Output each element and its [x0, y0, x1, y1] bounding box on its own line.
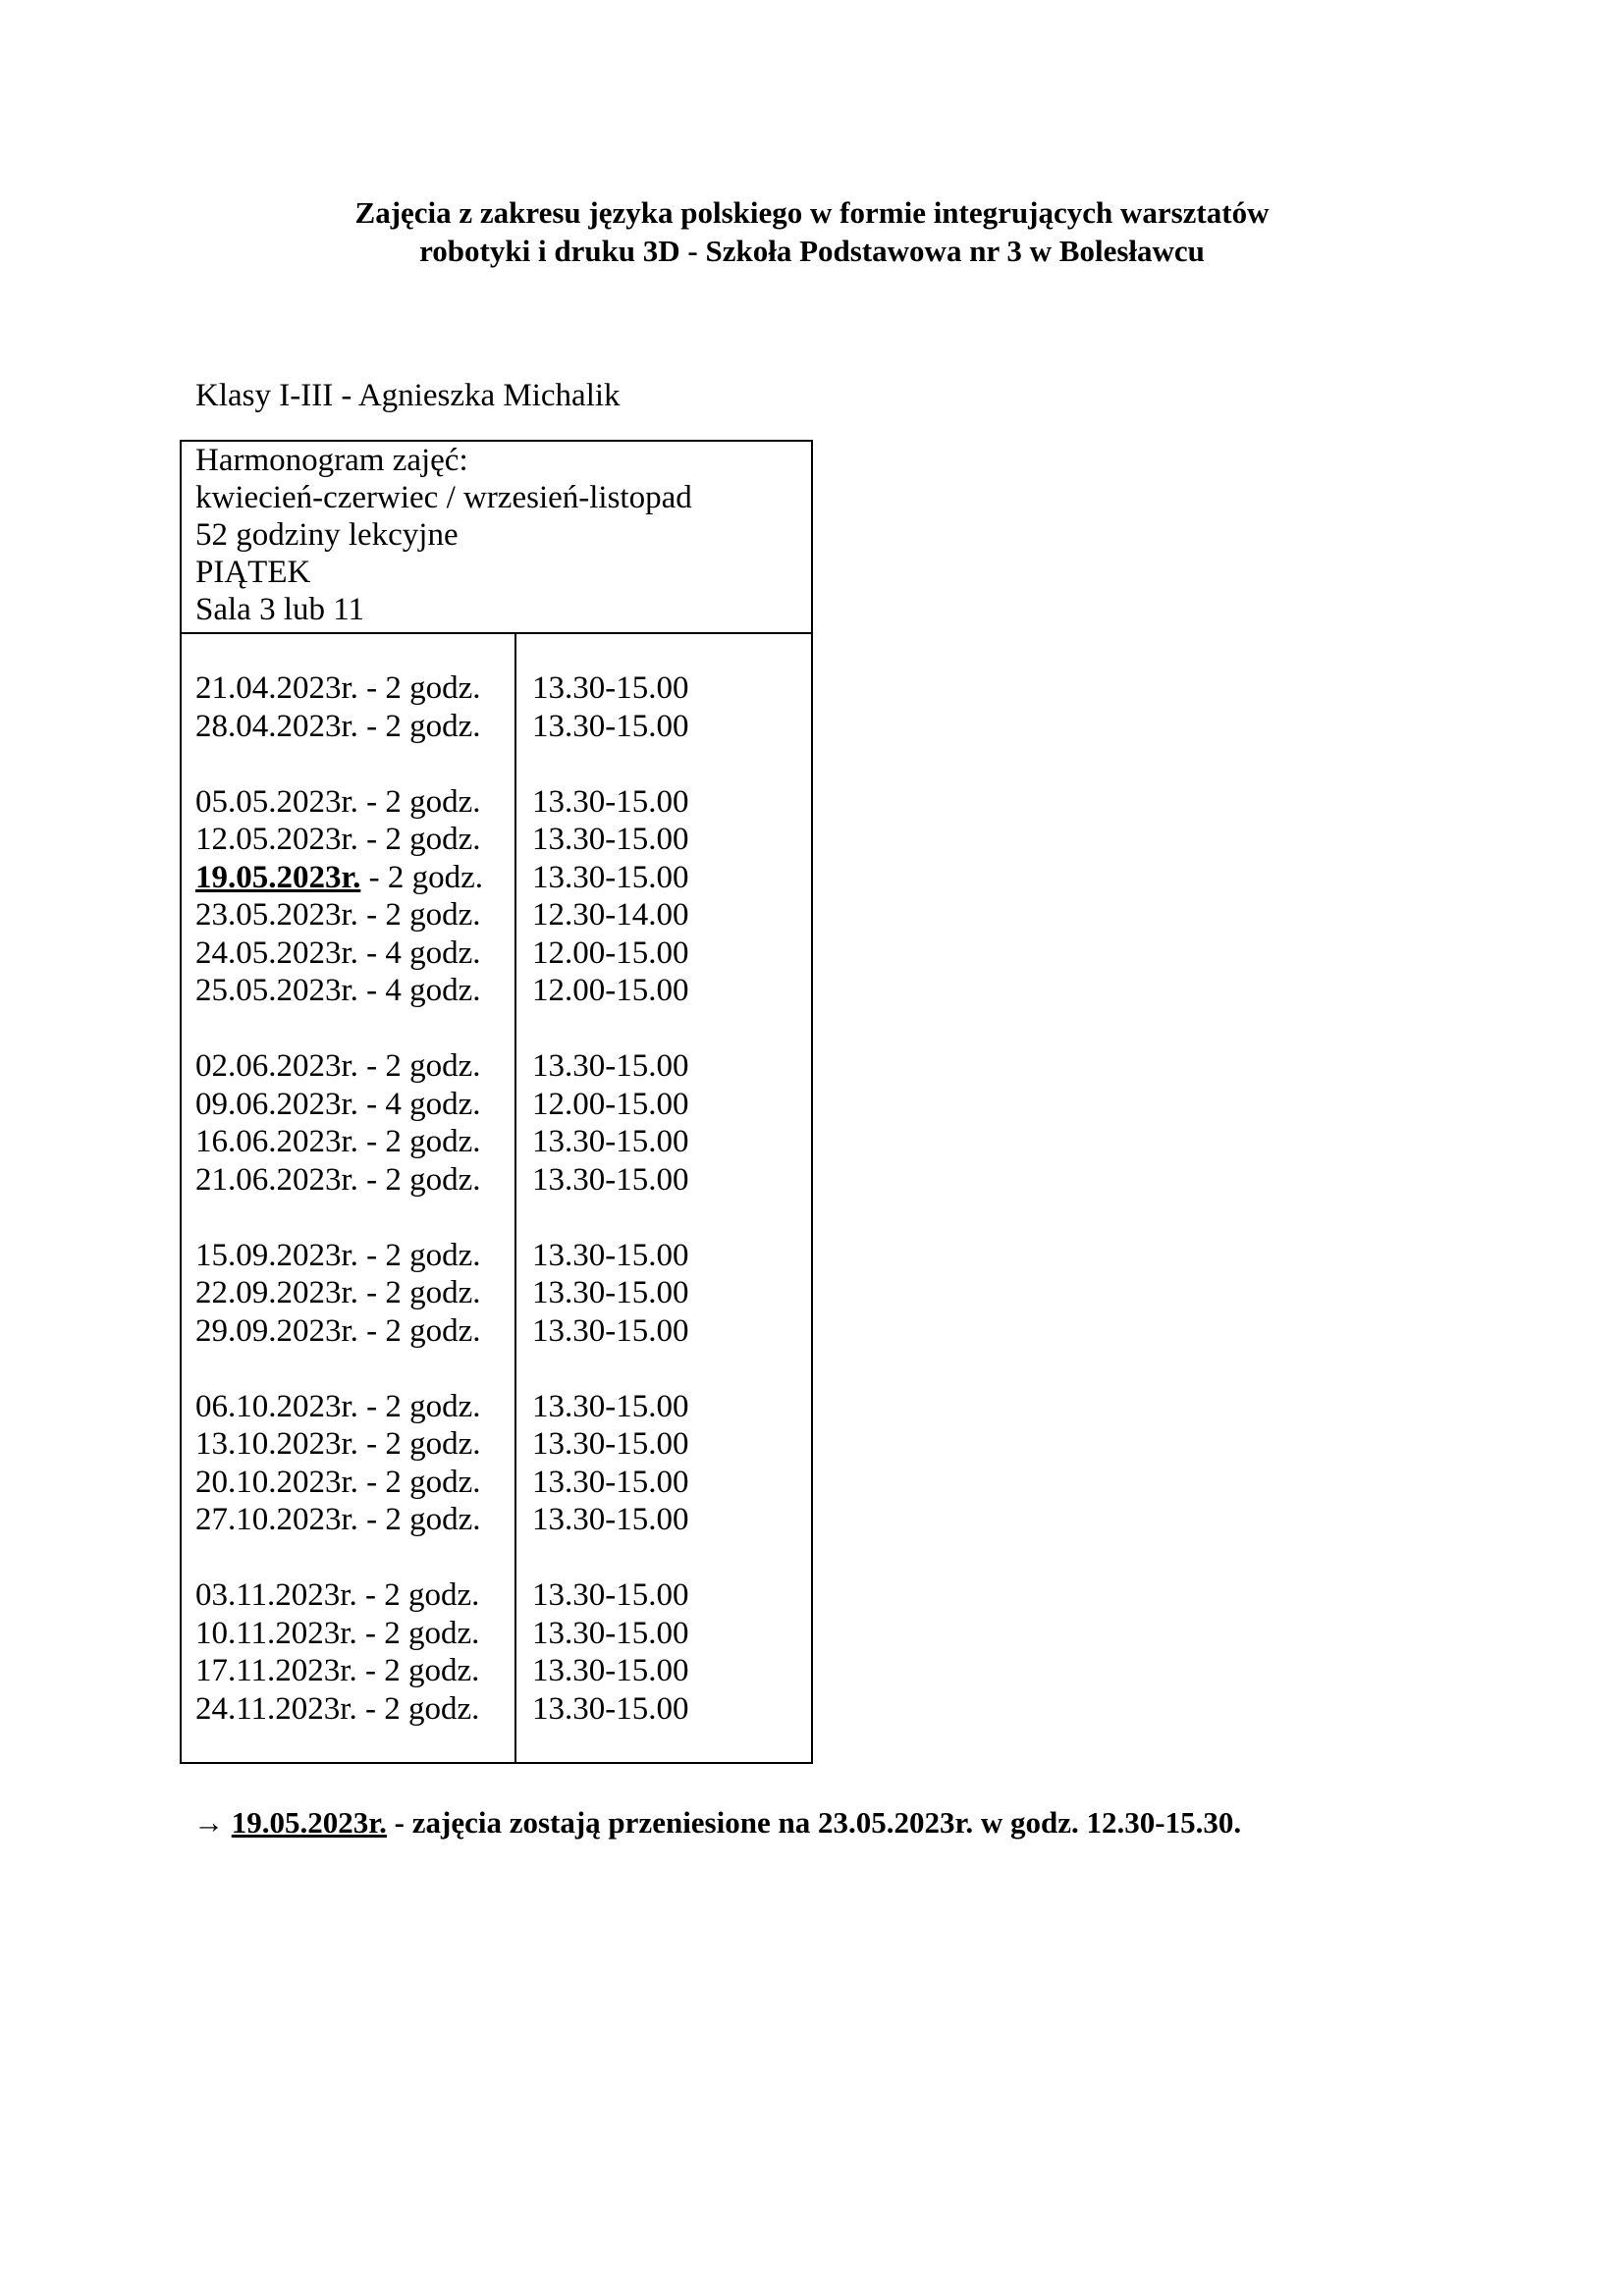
schedule-row: [182, 896, 811, 934]
title-line-1: Zajęcia z zakresu języka polskiego w formie integrujących warsztatów: [354, 195, 1270, 230]
class-teacher-heading: Klasy I-III - Agnieszka Michalik: [195, 378, 621, 413]
session-time: 13.30-15.00: [532, 1577, 689, 1613]
reschedule-note: [193, 1803, 1241, 1842]
session-hours: - 2 godz.: [357, 822, 481, 857]
session-date: [195, 1615, 479, 1653]
group-spacer: [182, 1010, 811, 1048]
group-spacer: [182, 1539, 811, 1577]
session-hours: - 4 godz.: [357, 1086, 481, 1122]
session-date-value: 02.06.2023r.: [195, 1048, 358, 1084]
group-spacer: [182, 1199, 811, 1237]
schedule-row: [182, 1123, 811, 1161]
session-date: [195, 821, 481, 859]
session-hours: - 2 godz.: [356, 1615, 480, 1651]
schedule-row: [182, 1690, 811, 1729]
schedule-row: [182, 1237, 811, 1275]
schedule-rows: [182, 669, 811, 1728]
session-hours: - 2 godz.: [357, 708, 481, 744]
schedule-row: [182, 1161, 811, 1200]
session-time: 13.30-15.00: [532, 1275, 689, 1310]
session-time: 13.30-15.00: [532, 1615, 689, 1651]
session-date: [195, 1161, 481, 1200]
schedule-row: [182, 1388, 811, 1426]
session-time: 13.30-15.00: [532, 1237, 689, 1273]
session-date-value: 25.05.2023r.: [195, 973, 358, 1008]
session-date-value: 03.11.2023r.: [195, 1577, 357, 1613]
session-date-value: 24.05.2023r.: [195, 934, 358, 971]
session-date-value: 27.10.2023r.: [195, 1502, 358, 1537]
schedule-row: [182, 1312, 811, 1351]
session-date: [195, 896, 481, 934]
session-date: [195, 1388, 481, 1426]
schedule-row: [182, 1615, 811, 1653]
session-date: [195, 1690, 479, 1729]
schedule-row: [182, 821, 811, 859]
session-time: 13.30-15.00: [532, 1388, 689, 1424]
session-date-value: 23.05.2023r.: [195, 897, 358, 933]
note-date: 19.05.2023r.: [231, 1805, 387, 1840]
session-hours: - 2 godz.: [356, 1690, 480, 1727]
session-date: [195, 783, 481, 822]
session-date-value: 12.05.2023r.: [195, 822, 358, 857]
session-time: 13.30-15.00: [532, 1653, 689, 1688]
session-hours: - 2 godz.: [357, 1124, 481, 1159]
session-date-value: 21.06.2023r.: [195, 1161, 358, 1198]
schedule-header-line-1: Harmonogram zajęć:: [195, 443, 468, 478]
session-date: [195, 1425, 481, 1464]
session-date: [195, 1464, 481, 1502]
session-date: [195, 934, 481, 973]
schedule-row: [182, 1274, 811, 1312]
arrow-icon: →: [193, 1805, 232, 1840]
session-date: [195, 1312, 481, 1351]
session-hours: - 2 godz.: [357, 670, 481, 706]
schedule-row: [182, 1464, 811, 1502]
session-date: [195, 972, 481, 1010]
group-spacer: [182, 1350, 811, 1388]
session-hours: - 2 godz.: [357, 783, 481, 820]
session-date: [195, 1047, 481, 1086]
session-date: [195, 1652, 479, 1690]
note-text: - zajęcia zostają przeniesione na 23.05.2023r. w godz. 12.30-15.30.: [386, 1805, 1242, 1840]
session-time: 13.30-15.00: [532, 859, 689, 895]
session-date-value: 09.06.2023r.: [195, 1086, 358, 1122]
session-time: 13.30-15.00: [532, 1426, 689, 1462]
session-hours: - 2 godz.: [357, 1464, 481, 1500]
session-time: 12.30-14.00: [532, 897, 689, 933]
session-date: [195, 1576, 479, 1615]
session-time: 12.00-15.00: [532, 934, 689, 971]
schedule-row: [182, 708, 811, 746]
session-time: 13.30-15.00: [532, 1690, 689, 1727]
session-time: 13.30-15.00: [532, 783, 689, 820]
session-hours: - 2 godz.: [360, 859, 484, 895]
session-date: [195, 1237, 481, 1275]
session-hours: - 2 godz.: [357, 1161, 481, 1198]
schedule-header-line-5: Sala 3 lub 11: [195, 592, 365, 627]
session-date-value: 13.10.2023r.: [195, 1426, 358, 1462]
session-time: 13.30-15.00: [532, 1161, 689, 1198]
session-hours: - 2 godz.: [357, 1048, 481, 1084]
session-date: [195, 1086, 481, 1124]
session-date: [195, 1501, 481, 1539]
session-date-value: 28.04.2023r.: [195, 708, 358, 744]
session-time: 13.30-15.00: [532, 822, 689, 857]
session-time: 13.30-15.00: [532, 1048, 689, 1084]
schedule-row: [182, 1047, 811, 1086]
session-hours: - 2 godz.: [357, 1388, 481, 1424]
session-time: 12.00-15.00: [532, 1086, 689, 1122]
schedule-row: [182, 783, 811, 822]
schedule-header: [182, 442, 811, 634]
session-hours: - 4 godz.: [357, 973, 481, 1008]
session-time: 13.30-15.00: [532, 1464, 689, 1500]
session-hours: - 2 godz.: [357, 897, 481, 933]
session-date-value: 29.09.2023r.: [195, 1312, 358, 1349]
schedule-row: [182, 1086, 811, 1124]
session-hours: - 2 godz.: [356, 1653, 480, 1688]
schedule-row: [182, 669, 811, 708]
schedule-header-line-3: 52 godziny lekcyjne: [195, 517, 459, 553]
schedule-header-line-2: kwiecień-czerwiec / wrzesień-listopad: [195, 480, 692, 515]
session-date-value: 22.09.2023r.: [195, 1275, 358, 1310]
session-date-value: 16.06.2023r.: [195, 1124, 358, 1159]
session-hours: - 2 godz.: [357, 1237, 481, 1273]
schedule-row: [182, 972, 811, 1010]
schedule-row: [182, 1652, 811, 1690]
document-title: [0, 193, 1624, 270]
session-time: 13.30-15.00: [532, 1312, 689, 1349]
session-hours: - 2 godz.: [356, 1577, 480, 1613]
schedule-row: [182, 934, 811, 973]
session-date-value: 17.11.2023r.: [195, 1653, 357, 1688]
title-line-2: robotyki i druku 3D - Szkoła Podstawowa nr 3 w Bolesławcu: [419, 234, 1205, 268]
session-hours: - 2 godz.: [357, 1275, 481, 1310]
schedule-row: [182, 859, 811, 897]
session-date: [195, 859, 483, 897]
session-date-value: 15.09.2023r.: [195, 1237, 358, 1273]
session-date-value: 20.10.2023r.: [195, 1464, 358, 1500]
session-date-value: 24.11.2023r.: [195, 1690, 357, 1727]
session-date-value: 10.11.2023r.: [195, 1615, 357, 1651]
session-date-value: 06.10.2023r.: [195, 1388, 358, 1424]
session-date: [195, 708, 481, 746]
session-time: 13.30-15.00: [532, 670, 689, 706]
session-time: 13.30-15.00: [532, 1124, 689, 1159]
session-date: [195, 669, 481, 708]
session-date-value: 21.04.2023r.: [195, 670, 358, 706]
session-date: [195, 1123, 481, 1161]
schedule-table: [180, 440, 813, 1764]
session-date-value: 19.05.2023r.: [195, 859, 361, 895]
session-hours: - 2 godz.: [357, 1312, 481, 1349]
session-time: 13.30-15.00: [532, 1502, 689, 1537]
session-hours: - 4 godz.: [357, 934, 481, 971]
session-date-value: 05.05.2023r.: [195, 783, 358, 820]
group-spacer: [182, 745, 811, 783]
session-date: [195, 1274, 481, 1312]
schedule-row: [182, 1576, 811, 1615]
session-time: 13.30-15.00: [532, 708, 689, 744]
session-hours: - 2 godz.: [357, 1426, 481, 1462]
session-hours: - 2 godz.: [357, 1502, 481, 1537]
session-time: 12.00-15.00: [532, 973, 689, 1008]
schedule-header-line-4: PIĄTEK: [195, 555, 311, 590]
schedule-row: [182, 1425, 811, 1464]
schedule-row: [182, 1501, 811, 1539]
